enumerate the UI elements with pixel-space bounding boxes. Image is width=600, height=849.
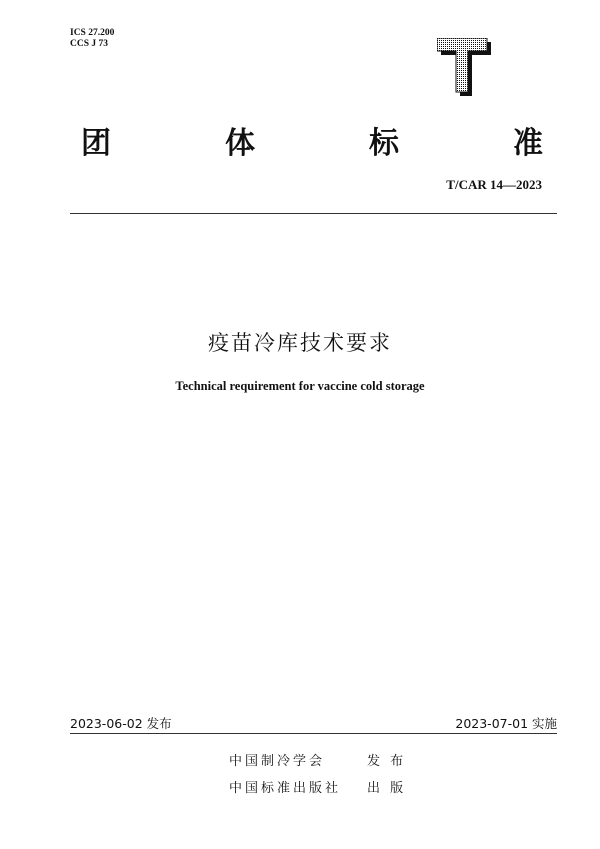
top-divider	[70, 213, 557, 214]
title-english: Technical requirement for vaccine cold storage	[175, 379, 425, 393]
issue-date: 2023-06-02 发布	[70, 716, 172, 731]
ics-code: ICS 27.200	[70, 28, 115, 38]
bottom-divider	[70, 733, 557, 734]
doc-type-char-1: 团	[81, 126, 111, 161]
press-name: 中国标准出版社	[229, 781, 342, 796]
classification-codes	[70, 28, 114, 50]
t-logo-icon	[437, 38, 491, 96]
implement-date: 2023-07-01 实施	[455, 716, 557, 731]
title-chinese: 疫苗冷库技术要求	[208, 331, 392, 355]
standard-number: T/CAR 14—2023	[446, 177, 542, 192]
publisher-name: 中国制冷学会	[229, 754, 326, 769]
doc-type-char-4: 准	[513, 126, 543, 161]
ccs-code: CCS J 73	[70, 39, 109, 49]
publisher-action: 发 布	[367, 754, 407, 769]
press-action: 出 版	[367, 781, 407, 796]
doc-type-char-3: 标	[369, 126, 399, 161]
doc-type-char-2: 体	[225, 126, 255, 161]
